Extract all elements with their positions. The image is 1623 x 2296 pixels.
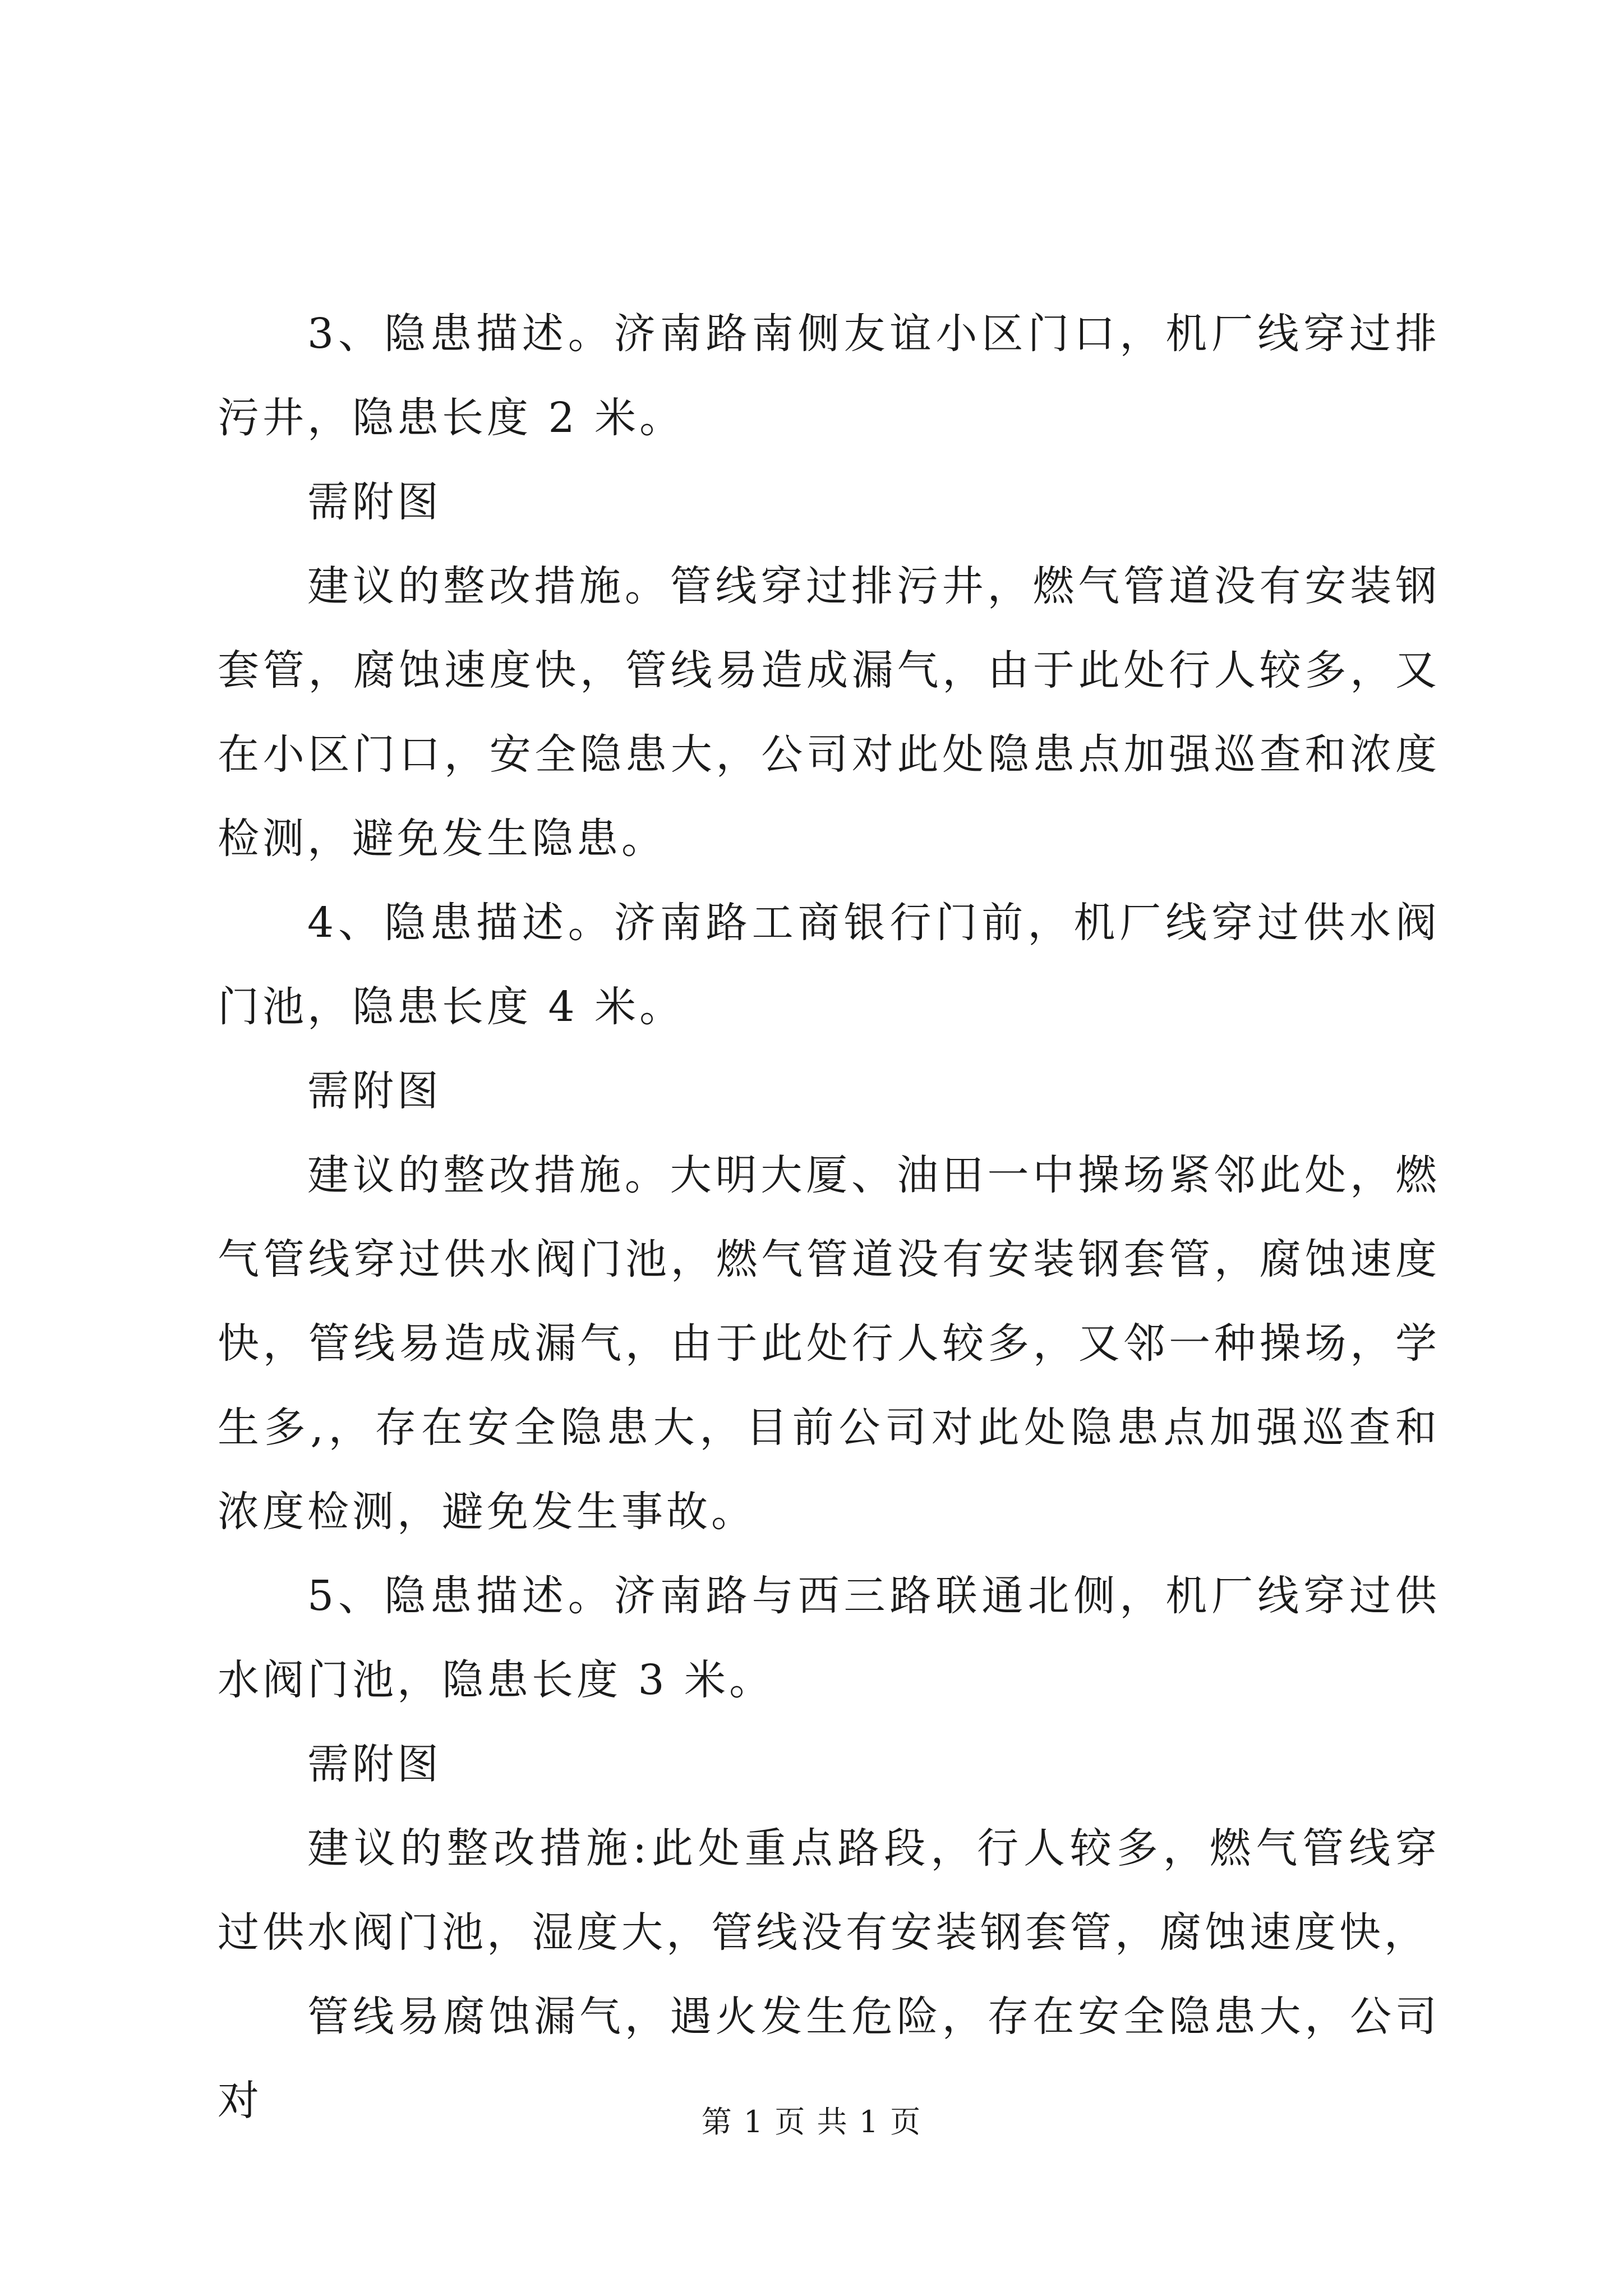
paragraph-figure-note-4: 需附图: [307, 1067, 442, 1115]
paragraph-figure-note-3: 需附图: [307, 478, 442, 526]
paragraph-hazard-5-measures-continued: 管线易腐蚀漏气，遇火发生危险，存在安全隐患大，公司对: [218, 1993, 1440, 2125]
page-footer: 第 1 页 共 1 页: [701, 2104, 922, 2139]
paragraph-hazard-4-measures: 建议的整改措施。大明大厦、油田一中操场紧邻此处，燃气管线穿过供水阀门池，燃气管道没有安装钢套管，腐蚀速度快，管线易造成漏气，由于此处行人较多，又邻一种操场，学生多,，存在安全隐患大，目前公司对此处隐患点加强巡查和浓度检测，避免发生事故。: [218, 1151, 1440, 1536]
paragraph-figure-note-5: 需附图: [307, 1740, 442, 1788]
document-body: [218, 292, 1440, 2143]
paragraph-hazard-3-measures: 建议的整改措施。管线穿过排污井，燃气管道没有安装钢套管，腐蚀速度快，管线易造成漏气，由于此处行人较多，又在小区门口，安全隐患大，公司对此处隐患点加强巡查和浓度检测，避免发生隐患。: [218, 562, 1440, 863]
paragraph-hazard-4-description: 4、隐患描述。济南路工商银行门前，机厂线穿过供水阀门池，隐患长度 4 米。: [218, 899, 1440, 1031]
paragraph-hazard-3-description: 3、隐患描述。济南路南侧友谊小区门口，机厂线穿过排污井，隐患长度 2 米。: [218, 310, 1440, 442]
paragraph-hazard-5-description: 5、隐患描述。济南路与西三路联通北侧，机厂线穿过供水阀门池，隐患长度 3 米。: [218, 1572, 1440, 1704]
paragraph-hazard-5-measures: 建议的整改措施:此处重点路段，行人较多，燃气管线穿过供水阀门池，湿度大，管线没有安装钢套管，腐蚀速度快，: [218, 1824, 1440, 1957]
